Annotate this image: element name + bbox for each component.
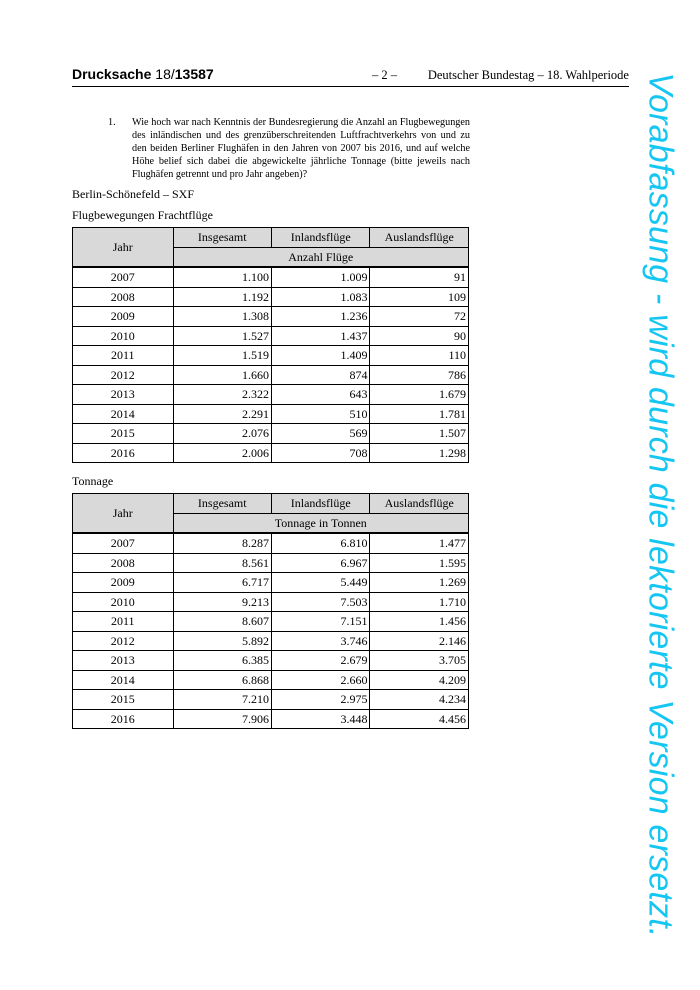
table-row (73, 307, 469, 327)
cell-year: 2013 (73, 651, 174, 671)
unit-header: Tonnage in Tonnen (173, 513, 469, 533)
cell-foreign: 109 (370, 287, 469, 307)
cell-domestic: 1.009 (271, 267, 369, 287)
cell-year: 2009 (73, 573, 174, 593)
cell-domestic: 2.660 (271, 670, 369, 690)
table-row (73, 404, 469, 424)
table-row (73, 651, 469, 671)
cell-total: 2.322 (173, 385, 271, 405)
cell-year: 2009 (73, 307, 174, 327)
cell-total: 1.527 (173, 326, 271, 346)
cell-total: 6.385 (173, 651, 271, 671)
cell-year: 2012 (73, 365, 174, 385)
cell-total: 8.287 (173, 533, 271, 553)
cell-domestic: 6.967 (271, 553, 369, 573)
cell-total: 8.607 (173, 612, 271, 632)
cell-foreign: 4.456 (370, 709, 469, 729)
airport-title: Berlin-Schönefeld – SXF (72, 187, 194, 201)
table-row (73, 533, 469, 553)
cell-total: 1.100 (173, 267, 271, 287)
cell-foreign: 1.710 (370, 592, 469, 612)
document-number (72, 66, 214, 82)
cell-year: 2008 (73, 287, 174, 307)
table-row (73, 631, 469, 651)
table-row (73, 424, 469, 444)
cell-foreign: 4.234 (370, 690, 469, 710)
cell-total: 7.906 (173, 709, 271, 729)
cell-foreign: 110 (370, 346, 469, 366)
cell-year: 2012 (73, 631, 174, 651)
col-total-header: Insgesamt (173, 494, 271, 514)
cell-year: 2014 (73, 670, 174, 690)
parliament-period: Deutscher Bundestag – 18. Wahlperiode (427, 68, 629, 82)
cell-domestic: 7.151 (271, 612, 369, 632)
cell-foreign: 1.269 (370, 573, 469, 593)
cell-domestic: 569 (271, 424, 369, 444)
table-row (73, 709, 469, 729)
flights-table (72, 227, 469, 463)
cell-domestic: 708 (271, 443, 369, 463)
cell-total: 6.868 (173, 670, 271, 690)
cell-total: 6.717 (173, 573, 271, 593)
col-foreign-header: Auslandsflüge (370, 228, 469, 248)
cell-total: 1.660 (173, 365, 271, 385)
cell-domestic: 5.449 (271, 573, 369, 593)
cell-domestic: 643 (271, 385, 369, 405)
cell-domestic: 874 (271, 365, 369, 385)
cell-total: 2.006 (173, 443, 271, 463)
col-domestic-header: Inlandsflüge (271, 494, 369, 514)
cell-foreign: 4.209 (370, 670, 469, 690)
cell-domestic: 510 (271, 404, 369, 424)
table-row (73, 612, 469, 632)
table-row (73, 385, 469, 405)
cell-domestic: 2.975 (271, 690, 369, 710)
cell-year: 2014 (73, 404, 174, 424)
cell-domestic: 1.236 (271, 307, 369, 327)
cell-foreign: 91 (370, 267, 469, 287)
cell-total: 1.519 (173, 346, 271, 366)
cell-total: 7.210 (173, 690, 271, 710)
table-row (73, 443, 469, 463)
cell-total: 5.892 (173, 631, 271, 651)
table-row (73, 553, 469, 573)
cell-foreign: 72 (370, 307, 469, 327)
cell-year: 2011 (73, 346, 174, 366)
cell-total: 8.561 (173, 553, 271, 573)
cell-year: 2013 (73, 385, 174, 405)
cell-foreign: 1.679 (370, 385, 469, 405)
page-number: – 2 – (372, 68, 397, 82)
table-row (73, 267, 469, 287)
col-total-header: Insgesamt (173, 228, 271, 248)
col-domestic-header: Inlandsflüge (271, 228, 369, 248)
table-row (73, 365, 469, 385)
cell-foreign: 2.146 (370, 631, 469, 651)
doc-number: 13587 (174, 66, 214, 82)
flights-table-title: Flugbewegungen Frachtflüge (72, 208, 213, 222)
table-row (73, 287, 469, 307)
table-row (73, 346, 469, 366)
cell-year: 2016 (73, 709, 174, 729)
cell-year: 2010 (73, 326, 174, 346)
cell-year: 2016 (73, 443, 174, 463)
cell-foreign: 90 (370, 326, 469, 346)
cell-foreign: 1.595 (370, 553, 469, 573)
cell-foreign: 1.456 (370, 612, 469, 632)
cell-year: 2015 (73, 424, 174, 444)
cell-domestic: 1.437 (271, 326, 369, 346)
tonnage-table (72, 493, 469, 729)
draft-watermark: Vorabfassung - wird durch die lektorierte Version ersetzt. (641, 72, 680, 938)
table-row (73, 326, 469, 346)
cell-domestic: 7.503 (271, 592, 369, 612)
question-number: 1. (108, 117, 116, 128)
cell-year: 2007 (73, 267, 174, 287)
cell-domestic: 1.409 (271, 346, 369, 366)
cell-total: 1.308 (173, 307, 271, 327)
cell-foreign: 786 (370, 365, 469, 385)
cell-year: 2015 (73, 690, 174, 710)
cell-total: 1.192 (173, 287, 271, 307)
doc-label: Drucksache (72, 66, 152, 82)
cell-domestic: 3.448 (271, 709, 369, 729)
col-year-header: Jahr (73, 494, 174, 534)
cell-year: 2011 (73, 612, 174, 632)
cell-total: 9.213 (173, 592, 271, 612)
cell-total: 2.291 (173, 404, 271, 424)
cell-foreign: 3.705 (370, 651, 469, 671)
table-row (73, 670, 469, 690)
cell-domestic: 6.810 (271, 533, 369, 553)
col-foreign-header: Auslandsflüge (370, 494, 469, 514)
cell-year: 2008 (73, 553, 174, 573)
cell-year: 2010 (73, 592, 174, 612)
cell-domestic: 2.679 (271, 651, 369, 671)
cell-foreign: 1.507 (370, 424, 469, 444)
doc-period: 18/ (155, 66, 175, 82)
col-year-header: Jahr (73, 228, 174, 268)
table-row (73, 690, 469, 710)
cell-foreign: 1.781 (370, 404, 469, 424)
cell-foreign: 1.477 (370, 533, 469, 553)
table-row (73, 573, 469, 593)
unit-header: Anzahl Flüge (173, 247, 469, 267)
cell-total: 2.076 (173, 424, 271, 444)
page-header (72, 66, 629, 87)
cell-domestic: 3.746 (271, 631, 369, 651)
cell-foreign: 1.298 (370, 443, 469, 463)
tonnage-table-title: Tonnage (72, 474, 114, 488)
cell-year: 2007 (73, 533, 174, 553)
question-text: Wie hoch war nach Kenntnis der Bundesregierung die Anzahl an Flugbewegungen des inländischen und des grenzüberschreitenden Luftfrachtverkehrs von und zu den beiden Berliner Flughäfen in den Jahren von 2007 bis 2016, und auf welche Höhe belief sich dabei die abgewickelte jährliche Tonnage (bitte jeweils nach Flughäfen getrennt und pro Jahr angeben)? (132, 117, 470, 180)
question-block (108, 116, 470, 181)
cell-domestic: 1.083 (271, 287, 369, 307)
table-row (73, 592, 469, 612)
